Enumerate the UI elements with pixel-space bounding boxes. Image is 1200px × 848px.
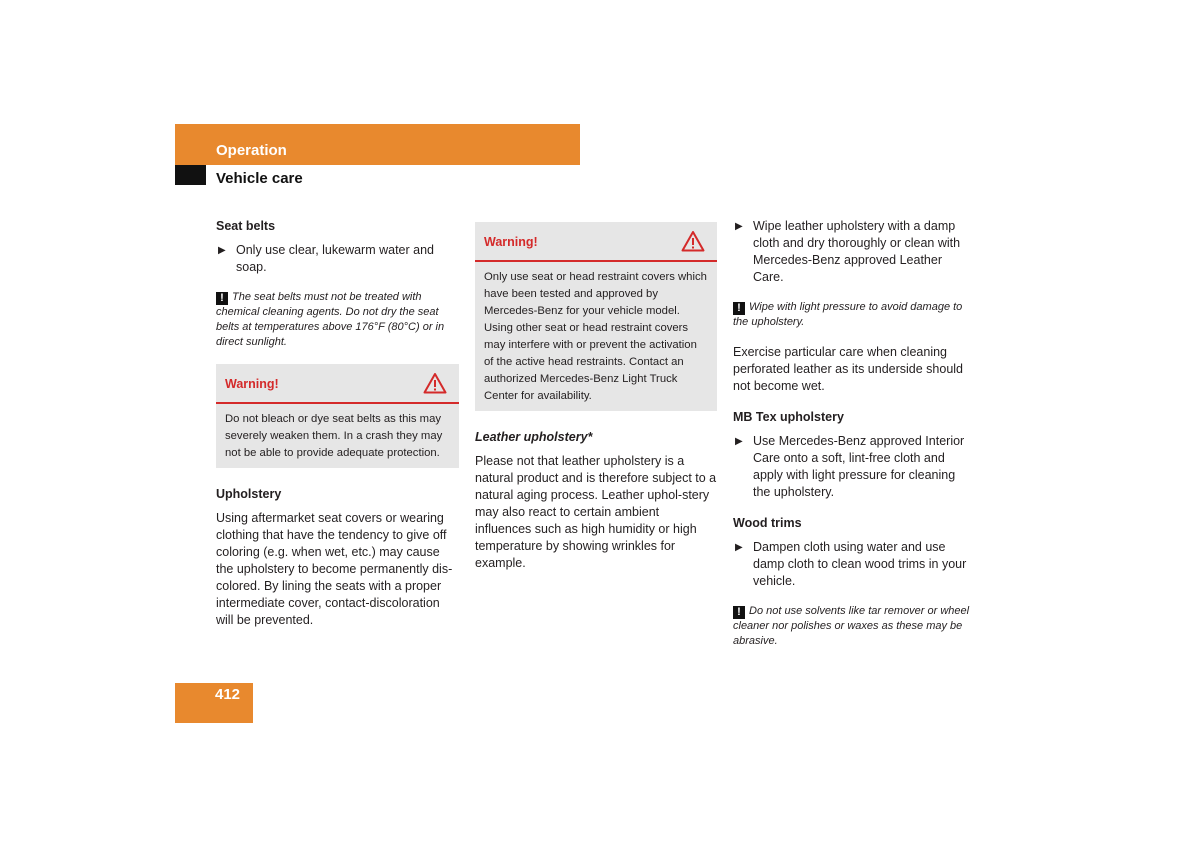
- warning-triangle-icon: [423, 372, 447, 394]
- leather-upholstery-paragraph: Please not that leather upholstery is a natural product and is therefore subject to a natural aging process. Leather uphol-stery may also react to certain ambient influences such as high humidity or high temperature by showing wrinkles for example.: [475, 454, 717, 570]
- wood-trims-instruction-text: Dampen cloth using water and use damp cloth to clean wood trims in your vehicle.: [753, 540, 967, 588]
- warning-text: Only use seat or head restraint covers which have been tested and approved by Mercedes-Benz for your vehicle model. Using other seat or head restraint covers may interfere with or prevent the activation of the active head restraints. Contact an authorized Mercedes-Benz Light Truck Center for availability.: [484, 271, 707, 402]
- upholstery-heading: Upholstery: [216, 487, 282, 501]
- page-number: 412: [215, 686, 241, 703]
- caution-icon: !: [733, 302, 745, 315]
- warning-triangle-icon: [681, 230, 705, 252]
- mb-tex-instruction-text: Use Mercedes-Benz approved Interior Care onto a soft, lint-free cloth and apply with light pressure for cleaning the upholstery.: [753, 434, 965, 499]
- seat-belts-heading: Seat belts: [216, 219, 276, 233]
- seat-belts-instruction: [216, 242, 459, 276]
- caution-icon: !: [216, 292, 228, 305]
- column-right: [733, 218, 976, 663]
- wood-trims-instruction: [733, 539, 976, 590]
- seat-belts-note-text: The seat belts must not be treated with chemical cleaning agents. Do not dry the seat belts at temperatures above 176°F (80°C) or in direct sunlight.: [216, 291, 445, 348]
- mb-tex-instruction: [733, 433, 976, 501]
- chapter-tab-marker: [175, 165, 206, 185]
- page-number-tab: [175, 683, 253, 723]
- wood-trims-note-text: Do not use solvents like tar remover or wheel cleaner nor polishes or waxes as these may be abrasive.: [733, 605, 970, 647]
- warning-text: Do not bleach or dye seat belts as this may severely weaken them. In a crash they may not be able to provide adequate protection.: [225, 413, 443, 459]
- warning-header: [475, 222, 717, 262]
- leather-upholstery-heading: Leather upholstery*: [475, 430, 593, 444]
- mb-tex-heading: MB Tex upholstery: [733, 410, 844, 424]
- column-left: [216, 218, 459, 643]
- seat-belts-note: [216, 290, 459, 350]
- bullet-arrow-icon: ▶: [735, 221, 743, 232]
- upholstery-paragraph: Using aftermarket seat covers or wearing clothing that have the tendency to give off coloring (e.g. when wet, etc.) may cause the upholstery to become permanently dis-colored. By lining the seats with a proper intermediate cover, contact-discoloration will be prevented.: [216, 511, 453, 627]
- warning-label: Warning!: [225, 377, 279, 391]
- leather-care-note: [733, 300, 976, 330]
- wood-trims-note: [733, 604, 976, 649]
- caution-icon: !: [733, 606, 745, 619]
- perforated-leather-paragraph: Exercise particular care when cleaning perforated leather as its underside should not become wet.: [733, 345, 964, 393]
- seat-belts-warning-box: [216, 364, 459, 468]
- wood-trims-heading: Wood trims: [733, 516, 802, 530]
- leather-care-note-text: Wipe with light pressure to avoid damage to the upholstery.: [733, 301, 963, 328]
- warning-header: [216, 364, 459, 404]
- column-middle: [475, 222, 717, 586]
- leather-care-instruction-text: Wipe leather upholstery with a damp cloth and dry thoroughly or clean with Mercedes-Benz approved Leather Care.: [753, 219, 961, 284]
- seat-belts-instruction-text: Only use clear, lukewarm water and soap.: [236, 243, 435, 274]
- leather-care-instruction: [733, 218, 976, 286]
- warning-label: Warning!: [484, 235, 538, 249]
- chapter-title: Vehicle care: [216, 170, 303, 187]
- bullet-arrow-icon: ▶: [735, 436, 743, 447]
- bullet-arrow-icon: ▶: [218, 245, 226, 256]
- head-restraint-warning-box: [475, 222, 717, 411]
- section-title: Operation: [216, 142, 287, 159]
- bullet-arrow-icon: ▶: [735, 542, 743, 553]
